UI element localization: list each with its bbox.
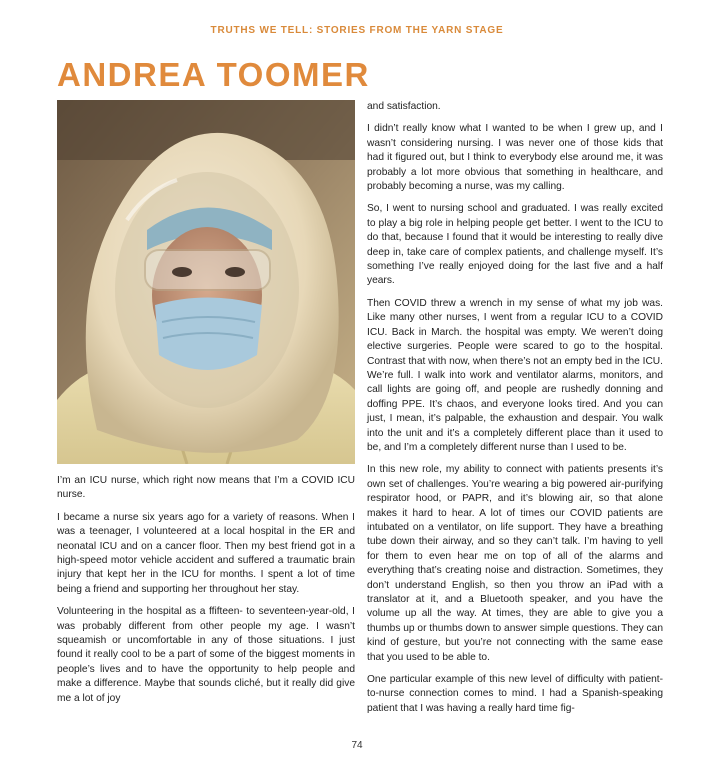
paragraph: One particular example of this new level of difficulty with patient-to-nurse connection comes to mind. I had a Spanish-speaking patient that I was having a really hard time fig- [367,674,663,714]
paragraph: and satisfaction. [367,101,441,112]
paragraph: Then COVID threw a wrench in my sense of what my job was. Like many other nurses, I went from a regular ICU to a COVID ICU. Back in March. the hospital was empty. We weren’t doing elective surgeries. People were scared to go to the hospital. Contrast that with now, when there’s not an empty bed in the ICU. We’re full. I walk into work and ventilator alarms, monitors, and call lights are going off, and people are rushedly donning and doffing PPE. It’s chaos, and everyone looks tired. And you can just, I mean, it’s palpable, the exhaustion and despair. You walk into the unit and it’s a completely different place than it used to be, and I’m a completely different nurse than I used to be. [367,297,663,453]
paragraph: So, I went to nursing school and graduated. I was really excited to play a big role in helping people get better. I went to the ICU to do that, because I found that it would be interesting to really dive deep in, take care of complex patients, and challenge myself. It’s something I’ve really enjoyed doing for the last five and a half years. [367,203,663,287]
paragraph: I didn’t really know what I wanted to be when I grew up, and I wasn’t considering nursing. I was never one of those kids that had it figured out, but I think to everybody else around me, it was probably a lot more obvious that something in healthcare, and probably becoming a nurse, was my calling. [367,123,663,193]
page-number: 74 [351,740,363,751]
paragraph: I became a nurse six years ago for a variety of reasons. When I was a teenager, I volunteered at a local hospital in the ER and neonatal ICU and on a cancer floor. Then my best friend got in a high-speed motor vehicle accident and suffered a traumatic brain injury that kept her in the ICU for months. I spent a lot of time being a friend and supporting her throughout her stay. [57,511,355,595]
portrait-photo [57,100,355,464]
right-column [367,100,663,724]
page-title: ANDREA TOOMER [57,56,370,93]
paragraph: In this new role, my ability to connect with patients presents it’s own set of challenges. You’re wearing a big powered air-purifying respirator hood, or PAPR, and it’s blowing air, so that alone makes it hard to hear. A lot of times our COVID patients are intubated on a ventilator, on life support. They have a breathing tube down their airway, and so they can’t talk. I’m having to yell for them to even hear me on top of all of the alarms and everything that’s creating noise and distraction. Sometimes, they don’t understand English, so then you throw an iPad with a translator at it, and a Bluetooth speaker, and you have the volume up all the way. At times, they are able to give you a thumbs up or thumbs down to answer simple questions. They can kind of gesture, but you’re not connecting with the same ease that you used to be able to. [367,464,663,663]
left-column [57,474,355,714]
paragraph: I’m an ICU nurse, which right now means that I’m a COVID ICU nurse. [57,475,355,501]
series-header: TRUTHS WE TELL: STORIES FROM THE YARN STAGE [210,25,504,36]
paragraph: Volunteering in the hospital as a ffifteen- to seventeen-year-old, I was probably different from other people my age. I wasn’t squeamish or uncomfortable in any of those situations. I just found it really cool to be a part of some of the biggest moments in people’s lives and to have the opportunity to help people and make a difference. Maybe that sounds cliché, but it really did give me a lot of joy [57,606,355,704]
